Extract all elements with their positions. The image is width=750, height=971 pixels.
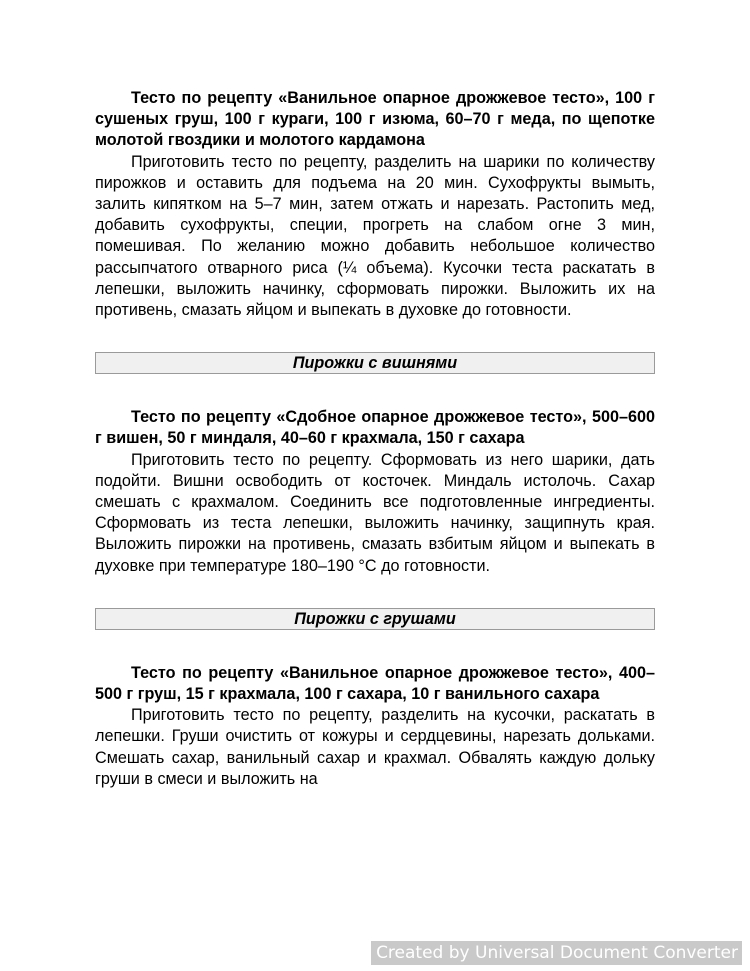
recipe-ingredients: Тесто по рецепту «Сдобное опарное дрожжевое тесто», 500–600 г вишен, 50 г миндаля, 40–60 г крахмала, 150 г сахара <box>95 408 655 448</box>
recipe-method: Приготовить тесто по рецепту. Сформовать из него шарики, дать подойти. Вишни освободить от косточек. Миндаль истолочь. Сахар смешать с крахмалом. Соединить все подготовленные ингредиенты. Сформовать из теста лепешки, выложить начинку, защипнуть края. Выложить пирожки на противень, смазать взбитым яйцом и выпекать в духовке при температуре 180–190 °С до готовности. <box>95 450 655 575</box>
converter-watermark: Created by Universal Document Converter <box>371 941 742 965</box>
document-page <box>95 88 655 790</box>
recipe-method: Приготовить тесто по рецепту, разделить на кусочки, раскатать в лепешки. Груши очистить от кожуры и сердцевины, нарезать дольками. Смешать сахар, ванильный сахар и крахмал. Обвалять каждую дольку груши в смеси и выложить на <box>95 706 655 788</box>
recipe-method: Приготовить тесто по рецепту, разделить на шарики по количеству пирожков и оставить для подъема на 20 мин. Сухофрукты вымыть, залить кипятком на 5–7 мин, затем отжать и нарезать. Растопить мед, добавить сухофрукты, специи, прогреть на слабом огне 3 мин, помешивая. По желанию можно добавить небольшое количество рассыпчатого отварного риса (¼ объема). Кусочки теста раскатать в лепешки, выложить начинку, сформовать пирожки. Выложить их на противень, смазать яйцом и выпекать в духовке до готовности. <box>95 152 655 320</box>
section-title-pear-pies: Пирожки с грушами <box>95 608 655 630</box>
recipe-ingredients: Тесто по рецепту «Ванильное опарное дрожжевое тесто», 400–500 г груш, 15 г крахмала, 100 г сахара, 10 г ванильного сахара <box>95 663 655 704</box>
recipe-ingredients: Тесто по рецепту «Ванильное опарное дрожжевое тесто», 100 г сушеных груш, 100 г кураги, 100 г изюма, 60–70 г меда, по щепотке молотой гвоздики и молотого кардамона <box>95 89 655 150</box>
section-title-cherry-pies: Пирожки с вишнями <box>95 352 655 374</box>
